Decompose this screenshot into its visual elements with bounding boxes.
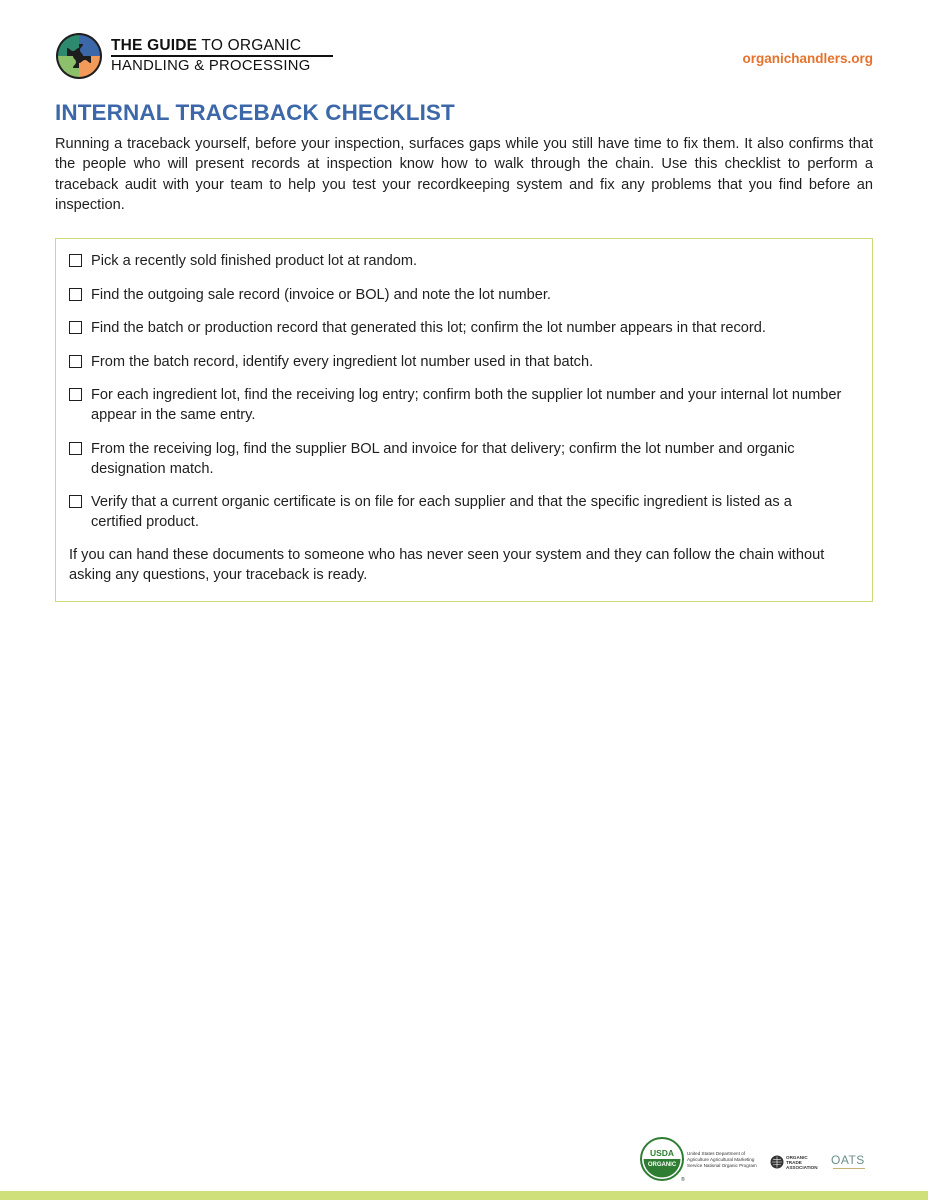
oats-logo: OATS (831, 1153, 865, 1167)
checklist-item (69, 251, 864, 271)
checkbox-icon[interactable] (69, 442, 82, 455)
logo-line-2: HANDLING & PROCESSING (111, 58, 311, 74)
checklist-item (69, 352, 864, 372)
logo-divider (111, 55, 333, 57)
usda-organic-seal-icon (640, 1137, 684, 1181)
logo-line-1-rest: TO ORGANIC (197, 37, 302, 54)
checklist-item-text: For each ingredient lot, find the receiving log entry; confirm both the supplier lot number and your internal lot number appear in the same entry. (91, 387, 842, 423)
puzzle-logo-icon (55, 32, 103, 80)
logo-wordmark (111, 37, 333, 75)
intro-paragraph: Running a traceback yourself, before your inspection, surfaces gaps while you still have time to fix them. It also confirms that the people who will present records at inspection know how to walk through the chain. Use this checklist to perform a traceback audit with your team to help you test your recordkeeping system and fix any problems that you find before an inspection. (55, 136, 873, 213)
ota-line-2: TRADE (786, 1159, 802, 1165)
checklist-item-text: From the receiving log, find the supplier BOL and invoice for that delivery; confirm the lot number and organic designation match. (91, 440, 795, 477)
checkbox-icon[interactable] (69, 495, 82, 508)
checklist-item (69, 285, 864, 305)
page-header (55, 31, 873, 81)
logo-line-1 (111, 37, 333, 54)
logo-line-1-bold: THE GUIDE (111, 37, 198, 54)
footer-logos (640, 1137, 880, 1185)
guide-logo[interactable] (55, 31, 345, 81)
checklist-item (69, 492, 864, 532)
ota-line-1: ORGANIC (786, 1155, 808, 1160)
checkbox-icon[interactable] (69, 388, 82, 401)
ota-wordmark (786, 1156, 818, 1170)
checklist-item-text: Verify that a current organic certificate is on file for each supplier and that the specific ingredient is listed as a certified product. (91, 494, 792, 530)
closing-paragraph: If you can hand these documents to someone who has never seen your system and they can follow the chain without asking any questions, your traceback is ready. (69, 547, 825, 583)
checklist-item-text: From the batch record, identify every ingredient lot number used in that batch. (91, 353, 594, 370)
checklist-item (69, 439, 864, 479)
website-link[interactable]: organichandlers.org (742, 51, 873, 66)
registered-mark: ® (681, 1177, 685, 1183)
checkbox-icon[interactable] (69, 254, 82, 267)
checklist (69, 251, 864, 546)
checklist-item-text: Pick a recently sold finished product lot at random. (91, 253, 418, 269)
organic-seal-text: ORGANIC (647, 1162, 677, 1168)
usda-agency-text: United States Department of Agriculture Agricultural Marketing Service National Organic Program (687, 1151, 757, 1168)
ota-line-3: ASSOCIATION (786, 1164, 818, 1170)
checkbox-icon[interactable] (69, 288, 82, 301)
usda-seal-text: USDA (649, 1148, 675, 1158)
bottom-bar (0, 1191, 928, 1200)
checklist-item (69, 385, 864, 425)
checklist-item-text: Find the batch or production record that generated this lot; confirm the lot number appears in that record. (91, 320, 766, 336)
checklist-item (69, 318, 864, 338)
checkbox-icon[interactable] (69, 355, 82, 368)
ota-globe-icon (770, 1155, 784, 1169)
checklist-box (55, 238, 873, 602)
checklist-item-text: Find the outgoing sale record (invoice or BOL) and note the lot number. (91, 286, 551, 303)
oats-underline (833, 1168, 865, 1171)
page-title: INTERNAL TRACEBACK CHECKLIST (55, 100, 455, 125)
checkbox-icon[interactable] (69, 321, 82, 334)
